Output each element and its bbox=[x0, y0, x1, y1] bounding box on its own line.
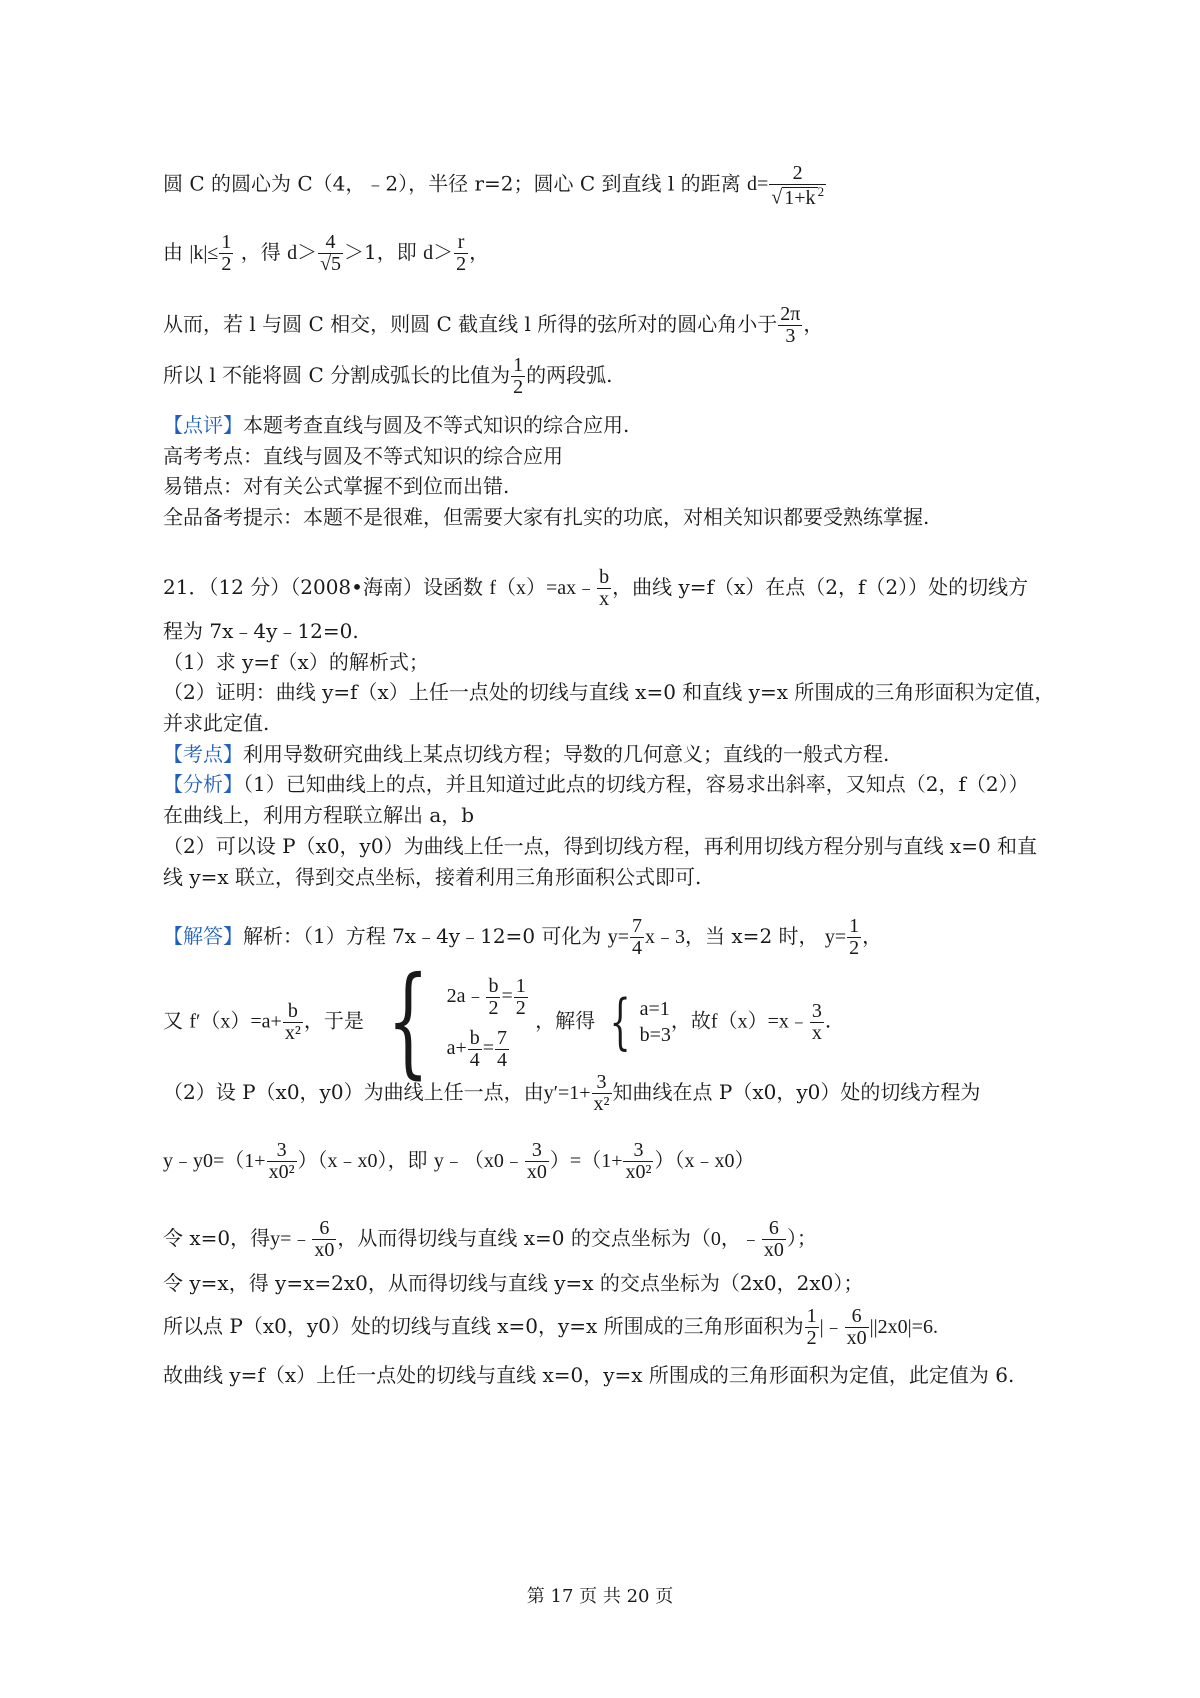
solution-system bbox=[601, 987, 671, 1057]
math-run: y= bbox=[607, 926, 630, 948]
denominator: 4 bbox=[497, 1048, 507, 1071]
section-tag: 【分析】 bbox=[163, 772, 243, 796]
denominator: x0² bbox=[268, 1161, 295, 1183]
fraction bbox=[468, 1028, 482, 1071]
brace-glyph: { bbox=[610, 987, 632, 1057]
fraction bbox=[514, 976, 528, 1019]
text-line bbox=[163, 441, 563, 471]
system-row bbox=[447, 1022, 529, 1074]
text-line bbox=[163, 616, 359, 646]
math-run: ）=（1+ bbox=[549, 1150, 623, 1172]
math-run: = bbox=[501, 985, 513, 1007]
numerator: b bbox=[283, 1001, 303, 1023]
system-rows bbox=[447, 970, 529, 1074]
text-run: 高考考点：直线与圆及不等式知识的综合应用 bbox=[163, 444, 563, 468]
text-line bbox=[163, 502, 929, 532]
text-line bbox=[163, 1218, 817, 1261]
denominator: 2 bbox=[849, 937, 860, 959]
denominator: 2 bbox=[515, 996, 526, 1019]
numerator: 3 bbox=[525, 1140, 549, 1162]
fraction bbox=[623, 1140, 653, 1183]
math-expr bbox=[747, 162, 827, 209]
text-run: ，得 bbox=[240, 240, 281, 264]
math-run: y﹣（x0﹣ bbox=[433, 1150, 524, 1172]
fraction bbox=[778, 304, 802, 347]
math-run: x﹣3 bbox=[645, 926, 686, 948]
text-run: 令 y=x，得 y=x=2x0，从而得切线与直线 y=x 的交点坐标为（2x0，2x0）； bbox=[163, 1271, 864, 1295]
text-run: ，解得 bbox=[535, 1008, 596, 1033]
denominator: 4 bbox=[632, 937, 643, 959]
numerator: 7 bbox=[632, 915, 643, 937]
math-run: y﹣y0=（1+ bbox=[163, 1150, 266, 1172]
text-line bbox=[163, 567, 1028, 610]
system-row: a=1 bbox=[639, 998, 670, 1020]
numerator: 3 bbox=[623, 1140, 653, 1162]
math-run: f′（x）=a+ bbox=[189, 1010, 282, 1033]
math-run: 2a﹣ bbox=[446, 985, 486, 1007]
fraction bbox=[592, 1072, 612, 1115]
numerator: 1 bbox=[513, 354, 524, 376]
fraction bbox=[219, 232, 233, 275]
numerator: 6 bbox=[845, 1306, 869, 1328]
page-footer: 第 17 页 共 20 页 bbox=[526, 1586, 674, 1607]
text-run: （2）设 P（x0，y0）为曲线上任一点，由 bbox=[163, 1080, 544, 1104]
denominator: 2 bbox=[221, 253, 232, 275]
text-run: （1）求 y=f（x）的解析式； bbox=[163, 650, 429, 674]
math-run: |﹣ bbox=[819, 1316, 844, 1338]
denominator: x0 bbox=[314, 1239, 335, 1261]
text-run: 程为 7x﹣4y﹣12=0. bbox=[163, 619, 359, 643]
math-run: ||2x0|=6. bbox=[869, 1316, 938, 1338]
numerator: 1 bbox=[515, 974, 526, 997]
text-line bbox=[163, 1306, 938, 1349]
text-run: 所以点 P（x0，y0）处的切线与直线 x=0，y=x 所围成的三角形面积为 bbox=[163, 1314, 804, 1338]
denominator: 2 bbox=[456, 253, 467, 275]
numerator: 6 bbox=[762, 1218, 786, 1240]
text-run: 易错点：对有关公式掌握不到位而出错. bbox=[163, 474, 510, 498]
denominator: x² bbox=[593, 1093, 610, 1115]
fraction bbox=[630, 916, 644, 959]
math-run: y=﹣ bbox=[270, 1228, 312, 1250]
fraction bbox=[318, 232, 343, 275]
text-run: 从而，若 l 与圆 C 相交，则圆 C 截直线 l 所得的弦所对的圆心角小于 bbox=[163, 312, 778, 336]
text-line: 由 |k|≤ $\frac{1}{2}$ ，得 d＞ $\frac{4}{√5}$ ＞1，即 d＞ $\frac{r}{2}$ ， bbox=[163, 231, 490, 275]
text-line bbox=[163, 862, 701, 892]
math-run: d＞ bbox=[287, 242, 318, 264]
fraction bbox=[525, 1140, 549, 1183]
math-run: a+ bbox=[446, 1037, 467, 1059]
text-line bbox=[163, 647, 429, 677]
text-line bbox=[163, 1360, 1014, 1390]
text-run: 所以 l 不能将圆 C 分割成弧长的比值为 bbox=[163, 363, 511, 387]
system-row: b=3 bbox=[639, 1024, 671, 1046]
numerator: 3 bbox=[592, 1072, 612, 1094]
fraction bbox=[762, 1218, 786, 1261]
radicand: 1+k bbox=[784, 186, 816, 209]
denominator: x bbox=[811, 1021, 822, 1044]
denominator: 2 bbox=[488, 996, 499, 1019]
text-line bbox=[163, 769, 1029, 799]
fraction bbox=[511, 355, 525, 398]
numerator: 2π bbox=[780, 303, 801, 325]
text-run: ，曲线 y=f（x）在点（2，f（2））处的切线方 bbox=[612, 575, 1029, 599]
section-tag: 【点评】 bbox=[163, 413, 243, 437]
text-run: （2）证明：曲线 y=f（x）上任一点处的切线与直线 x=0 和直线 y=x 所围成的三角形面积为定值， bbox=[163, 680, 1055, 704]
math-run: |k|≤ bbox=[189, 242, 219, 264]
text-run: （1）已知曲线上的点，并且知道过此点的切线方程，容易求出斜率，又知点（2，f（2）） bbox=[243, 772, 1029, 796]
numerator: 1 bbox=[221, 231, 232, 253]
numerator: 3 bbox=[811, 999, 822, 1022]
text-run: ，即 bbox=[387, 1148, 428, 1172]
text-run: 利用导数研究曲线上某点切线方程；导数的几何意义；直线的一般式方程. bbox=[243, 742, 890, 766]
math-run: y′=1+ bbox=[543, 1082, 591, 1104]
brace-glyph: { bbox=[387, 952, 430, 1091]
math-run: ） bbox=[786, 1228, 797, 1250]
text-run: 21．（12 分）（2008•海南）设函数 bbox=[163, 575, 483, 599]
text-line bbox=[163, 1140, 754, 1183]
denominator: x0 bbox=[846, 1327, 867, 1349]
text-run: 的两段弧. bbox=[526, 363, 613, 387]
denominator: x bbox=[599, 588, 610, 610]
fraction bbox=[810, 1001, 824, 1044]
text-run: 本题考查直线与圆及不等式知识的综合应用. bbox=[243, 413, 630, 437]
math-run: d＞ bbox=[423, 242, 454, 264]
numerator: b bbox=[599, 566, 610, 588]
text-run: ，于是 bbox=[303, 1008, 364, 1033]
text-run: ＞1，即 bbox=[344, 240, 417, 264]
math-run: （0，﹣ bbox=[690, 1228, 761, 1250]
equation-system bbox=[370, 952, 529, 1091]
system-rows bbox=[640, 996, 671, 1048]
fraction bbox=[845, 1306, 869, 1349]
numerator: 1 bbox=[806, 1305, 817, 1327]
text-run: 在曲线上，利用方程联立解出 a，b bbox=[163, 803, 475, 827]
text-run: 线 y=x 联立，得到交点坐标，接着利用三角形面积公式即可. bbox=[163, 865, 702, 889]
text-run: ，故 bbox=[670, 1008, 711, 1033]
math-run: d= bbox=[747, 173, 769, 196]
text-line: 【解答】解析：（1）方程 7x﹣4y﹣12=0 可化为 y= $\frac{7}{4}$ x﹣3，当 x=2 时， y= $\frac{1}{2}$ ， bbox=[163, 915, 883, 959]
denominator: 2 bbox=[513, 376, 524, 398]
denominator: 3 bbox=[785, 325, 796, 347]
numerator: 7 bbox=[497, 1026, 507, 1049]
text-run: ，从而得切线与直线 x=0 的交点坐标为 bbox=[337, 1226, 691, 1250]
text-run: 解析：（1）方程 7x﹣4y﹣12=0 可化为 bbox=[243, 924, 602, 948]
fraction bbox=[805, 1306, 819, 1349]
text-run: 又 bbox=[163, 1008, 183, 1033]
text-line bbox=[163, 800, 474, 830]
text-line bbox=[163, 739, 889, 769]
text-run: 并求此定值. bbox=[163, 711, 270, 735]
math-run: ）（x﹣x0） bbox=[654, 1150, 755, 1172]
denominator: 4 bbox=[469, 1048, 480, 1071]
numerator: 4 bbox=[318, 232, 343, 254]
fraction bbox=[283, 1001, 303, 1044]
fraction bbox=[267, 1140, 297, 1183]
fraction bbox=[486, 976, 500, 1019]
text-run: ； bbox=[796, 1226, 817, 1250]
denominator: x0 bbox=[763, 1239, 784, 1261]
section-tag: 【考点】 bbox=[163, 742, 243, 766]
text-run: 圆 C 的圆心为 C（4，﹣2），半径 r=2；圆心 C 到直线 l 的距离 bbox=[163, 171, 741, 196]
text-run: 知曲线在点 P（x0，y0）处的切线方程为 bbox=[612, 1080, 981, 1104]
numerator: b bbox=[488, 974, 499, 997]
fraction bbox=[597, 567, 611, 610]
text-line bbox=[163, 1268, 863, 1298]
math-run: f（x）=x﹣ bbox=[710, 1010, 809, 1033]
denominator: x0² bbox=[625, 1161, 652, 1183]
denominator: 2 bbox=[806, 1327, 817, 1349]
fraction bbox=[495, 1028, 509, 1071]
numerator: 2 bbox=[769, 163, 826, 185]
denominator: √ 1+k $^2$ bbox=[771, 184, 825, 209]
math-run: ）（x﹣x0） bbox=[297, 1150, 388, 1172]
section-tag: 【解答】 bbox=[163, 924, 243, 948]
system-row bbox=[447, 970, 529, 1022]
text-line bbox=[163, 708, 269, 738]
numerator: 6 bbox=[312, 1218, 336, 1240]
text-line: 又 f′（x）=a+ $\frac{b}{\text{x²}}$ ，于是 { 2a﹣ $\frac{b}{2}$ = $\frac{1}{2}$ a+ $\frac{b}{4}$ = $\frac{7}{4}$ ，解得 { a=1 b=3 ，故f（x）=x﹣ $\frac{3}{x}$ . bbox=[163, 952, 832, 1091]
math-run: f（x）=ax﹣ bbox=[489, 577, 597, 599]
denominator: x² bbox=[284, 1021, 301, 1044]
fraction bbox=[312, 1218, 336, 1261]
denominator: √5 bbox=[320, 253, 342, 275]
math-run: y= bbox=[824, 926, 847, 948]
fraction bbox=[847, 916, 861, 959]
numerator: b bbox=[469, 1026, 480, 1049]
text-line bbox=[163, 163, 827, 209]
numerator: r bbox=[454, 232, 468, 254]
denominator: x0 bbox=[526, 1161, 547, 1183]
text-line bbox=[163, 410, 629, 440]
text-run: 全品备考提示：本题不是很难，但需要大家有扎实的功底，对相关知识都要受熟练掌握. bbox=[163, 505, 930, 529]
text-line bbox=[163, 677, 1054, 707]
fraction bbox=[454, 232, 468, 275]
text-line bbox=[163, 355, 613, 398]
numerator: 3 bbox=[267, 1140, 297, 1162]
text-line: 从而，若 l 与圆 C 相交，则圆 C 截直线 l 所得的弦所对的圆心角小于 $\frac{2\pi}{3}$ ， bbox=[163, 303, 824, 347]
fraction bbox=[769, 163, 826, 209]
text-run: （2）可以设 P（x0，y0）为曲线上任一点，得到切线方程，再利用切线方程分别与直线 x=0 和直 bbox=[163, 834, 1038, 858]
text-run: 由 bbox=[163, 240, 183, 264]
text-run: 令 x=0，得 bbox=[163, 1226, 271, 1250]
text-line bbox=[163, 831, 1037, 861]
text-run: 故曲线 y=f（x）上任一点处的切线与直线 x=0，y=x 所围成的三角形面积为定值，此定值为 6. bbox=[163, 1363, 1015, 1387]
numerator: 1 bbox=[849, 915, 860, 937]
math-run: = bbox=[482, 1037, 494, 1059]
text-line bbox=[163, 1072, 980, 1115]
text-line bbox=[163, 471, 509, 501]
text-run: ，当 x=2 时， bbox=[685, 924, 819, 948]
